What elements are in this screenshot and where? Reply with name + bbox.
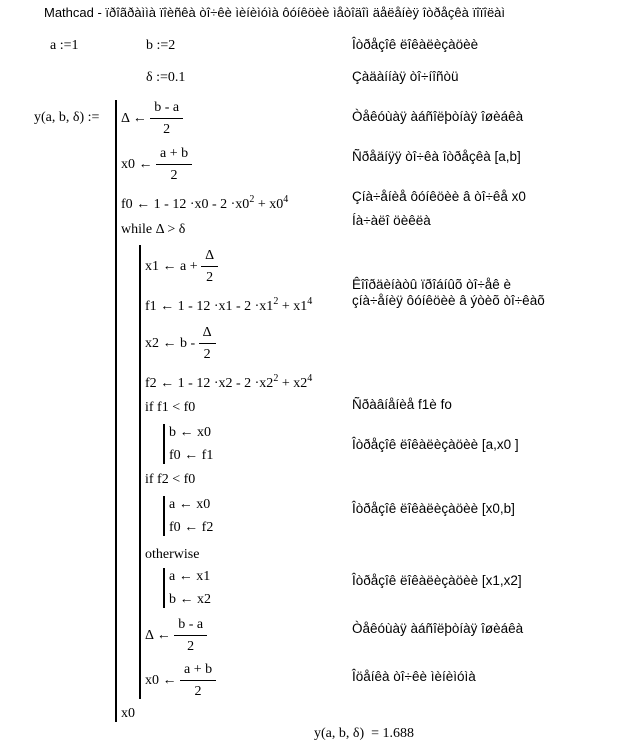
line-otherwise-b[interactable]: b ← x2 xyxy=(169,592,211,607)
def-b[interactable]: b :=2 xyxy=(146,38,176,53)
comment-abs-error: Òåêóùàÿ àáñîëþòíàÿ îøèáêà xyxy=(352,109,524,124)
line-otherwise[interactable]: otherwise xyxy=(145,547,200,562)
comment-f-at-x0: Çíà÷åíèå ôóíêöèè â òî÷êå x0 xyxy=(352,189,526,204)
line-x2[interactable]: x2 ← b - $\frac{\Delta}{2}$ xyxy=(145,325,216,363)
line-f1[interactable]: f1 ← $1 - 12 \cdot x1 - 2 \cdot x1^2 + x1^4$ xyxy=(145,296,313,314)
program-bar-while xyxy=(139,245,141,699)
comment-probe-values: çíà÷åíèÿ ôóíêöèè â ýòèõ òî÷êàõ xyxy=(352,293,545,308)
line-otherwise-a[interactable]: a ← x1 xyxy=(169,569,211,584)
line-if2-a[interactable]: a ← x0 xyxy=(169,497,211,512)
line-if2-f0[interactable]: f0 ← f2 xyxy=(169,520,214,535)
program-bar-otherwise xyxy=(163,568,165,608)
program-bar-if2 xyxy=(163,496,165,536)
line-if1[interactable]: if f1 < f0 xyxy=(145,400,196,415)
program-bar-outer xyxy=(115,100,117,722)
line-x1[interactable]: x1 ← a + $\frac{\Delta}{2}$ xyxy=(145,248,218,286)
line-x0-update[interactable]: x0 ← $\frac{a + b}{2}$ xyxy=(145,662,216,700)
window-title: Mathcad - ïðîãðàììà ïîèñêà òî÷êè ìèíèìóìà ôóíêöèè ìåòîäîì äåëåíèÿ îòðåçêà ïîïîëàì xyxy=(44,5,506,20)
comment-segment-a-x0: Îòðåçîê ëîêàëèçàöèè [a,x0 ] xyxy=(352,437,519,452)
line-if1-f0[interactable]: f0 ← f1 xyxy=(169,448,214,463)
comment-segment-x1-x2: Îòðåçîê ëîêàëèçàöèè [x1,x2] xyxy=(352,573,522,588)
line-while[interactable]: while Δ > δ xyxy=(121,222,186,237)
line-f2[interactable]: f2 ← $1 - 12 \cdot x2 - 2 \cdot x2^2 + x2^4$ xyxy=(145,373,313,391)
line-delta-init[interactable]: Δ ← $\frac{b - a}{2}$ xyxy=(121,100,183,138)
program-bar-if1 xyxy=(163,424,165,464)
line-x0-init[interactable]: x0 ← $\frac{a + b}{2}$ xyxy=(121,146,192,184)
comment-abs-error-update: Òåêóùàÿ àáñîëþòíàÿ îøèáêà xyxy=(352,621,524,636)
comment-segment: Îòðåçîê ëîêàëèçàöèè xyxy=(352,37,479,52)
line-f0-init[interactable]: f0 ← $1 - 12 \cdot x0 - 2 \cdot x0^2 + x0^4$ xyxy=(121,194,289,212)
comment-compare: Ñðàâíåíèå f1è fo xyxy=(352,397,452,412)
comment-accuracy: Çàäàííàÿ òî÷íîñòü xyxy=(352,69,459,84)
line-if1-b[interactable]: b ← x0 xyxy=(169,425,211,440)
comment-probe-points: Êîîðäèíàòû ïðîáíûõ òî÷åê è xyxy=(352,277,512,292)
comment-segment-x0-b: Îòðåçîê ëîêàëèçàöèè [x0,b] xyxy=(352,501,515,516)
function-definition-head[interactable]: y(a, b, δ) := xyxy=(34,110,100,125)
line-delta-update[interactable]: Δ ← $\frac{b - a}{2}$ xyxy=(145,617,207,655)
line-return[interactable]: x0 xyxy=(121,706,135,721)
line-if2[interactable]: if f2 < f0 xyxy=(145,472,196,487)
comment-min-estimate: Îöåíêà òî÷êè ìèíèìóìà xyxy=(352,669,476,684)
def-delta[interactable]: δ :=0.1 xyxy=(146,70,186,85)
def-a[interactable]: a :=1 xyxy=(50,38,79,53)
result-expression[interactable]: y(a, b, δ) = 1.688 xyxy=(314,726,415,741)
comment-midpoint: Ñðåäíÿÿ òî÷êà îòðåçêà [a,b] xyxy=(352,149,521,164)
comment-loop-start: Íà÷àëî öèêëà xyxy=(352,213,431,228)
